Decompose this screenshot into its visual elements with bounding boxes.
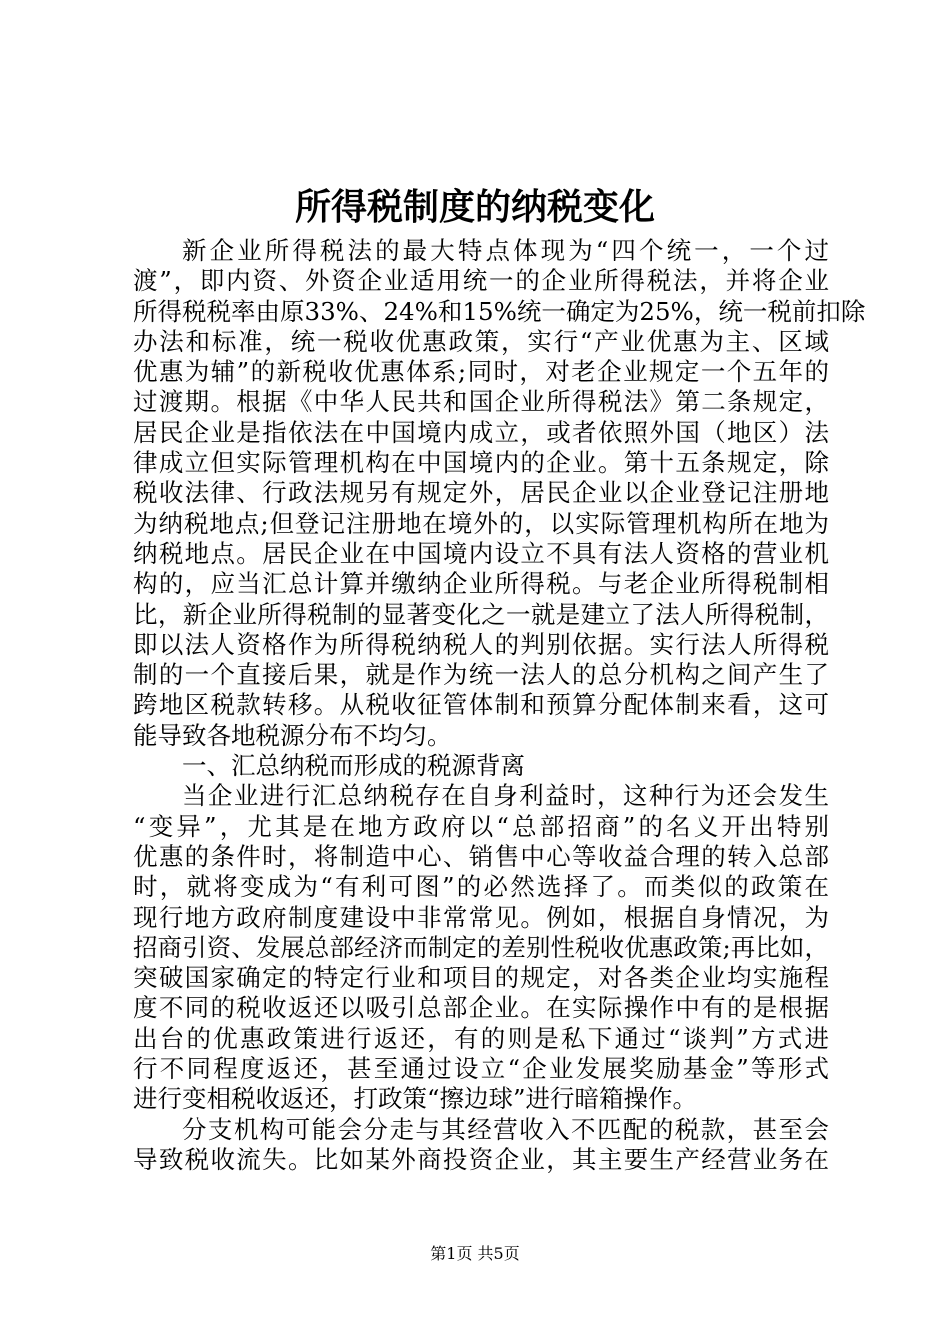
text-line: 能导致各地税源分布不均匀。 (133, 720, 452, 750)
text-line: 所得税税率由原33%、24%和15%统一确定为25%，统一税前扣除 (133, 296, 866, 326)
text-line: 导致税收流失。比如某外商投资企业，其主要生产经营业务在 (133, 1144, 829, 1174)
document-body (133, 236, 866, 1175)
text-line: 渡”，即内资、外资企业适用统一的企业所得税法，并将企业 (133, 266, 829, 296)
text-line: 为纳税地点;但登记注册地在境外的，以实际管理机构所在地为 (133, 508, 829, 538)
text-line: 招商引资、发展总部经济而制定的差别性税收优惠政策;再比如， (133, 932, 829, 962)
text-line: 当企业进行汇总纳税存在自身利益时，这种行为还会发生 (182, 781, 829, 811)
text-line: 优惠的条件时，将制造中心、销售中心等收益合理的转入总部 (133, 841, 829, 871)
text-line: 居民企业是指依法在中国境内成立，或者依照外国（地区）法 (133, 417, 829, 447)
text-line: 进行变相税收返还，打政策“擦边球”进行暗箱操作。 (133, 1084, 698, 1114)
text-line: 构的，应当汇总计算并缴纳企业所得税。与老企业所得税制相 (133, 569, 829, 599)
text-line: 税收法律、行政法规另有规定外，居民企业以企业登记注册地 (133, 478, 829, 508)
document-title: 所得税制度的纳税变化 (294, 186, 655, 228)
text-line: 新企业所得税法的最大特点体现为“四个统一，一个过 (182, 236, 829, 265)
text-line: 出台的优惠政策进行返还，有的则是私下通过“谈判”方式进 (133, 1023, 829, 1053)
text-line: 度不同的税收返还以吸引总部企业。在实际操作中有的是根据 (133, 993, 829, 1023)
text-line: 行不同程度返还，甚至通过设立“企业发展奖励基金”等形式 (133, 1054, 829, 1084)
text-line: 律成立但实际管理机构在中国境内的企业。第十五条规定，除 (133, 448, 829, 478)
text-line: 现行地方政府制度建设中非常常见。例如，根据自身情况，为 (133, 902, 829, 932)
text-line: 制的一个直接后果，就是作为统一法人的总分机构之间产生了 (133, 660, 829, 690)
text-line: 突破国家确定的特定行业和项目的规定，对各类企业均实施程 (133, 963, 829, 993)
text-line: 纳税地点。居民企业在中国境内设立不具有法人资格的营业机 (133, 538, 829, 568)
text-line: 优惠为辅”的新税收优惠体系;同时，对老企业规定一个五年的 (133, 357, 829, 387)
text-line: 过渡期。根据《中华人民共和国企业所得税法》第二条规定， (133, 387, 829, 417)
text-line: 时，就将变成为“有利可图”的必然选择了。而类似的政策在 (133, 872, 829, 902)
text-line: 分支机构可能会分走与其经营收入不匹配的税款，甚至会 (182, 1114, 829, 1144)
text-line: 即以法人资格作为所得税纳税人的判别依据。实行法人所得税 (133, 629, 829, 659)
section-heading: 一、汇总纳税而形成的税源背离 (182, 751, 525, 781)
text-line: 比，新企业所得税制的显著变化之一就是建立了法人所得税制， (133, 599, 829, 629)
text-line: 办法和标准，统一税收优惠政策，实行“产业优惠为主、区域 (133, 326, 829, 356)
text-line: 跨地区税款转移。从税收征管体制和预算分配体制来看，这可 (133, 690, 829, 720)
page-footer: 第1页 共5页 (430, 1244, 520, 1263)
text-line: “变异”，尤其是在地方政府以“总部招商”的名义开出特别 (133, 811, 829, 841)
